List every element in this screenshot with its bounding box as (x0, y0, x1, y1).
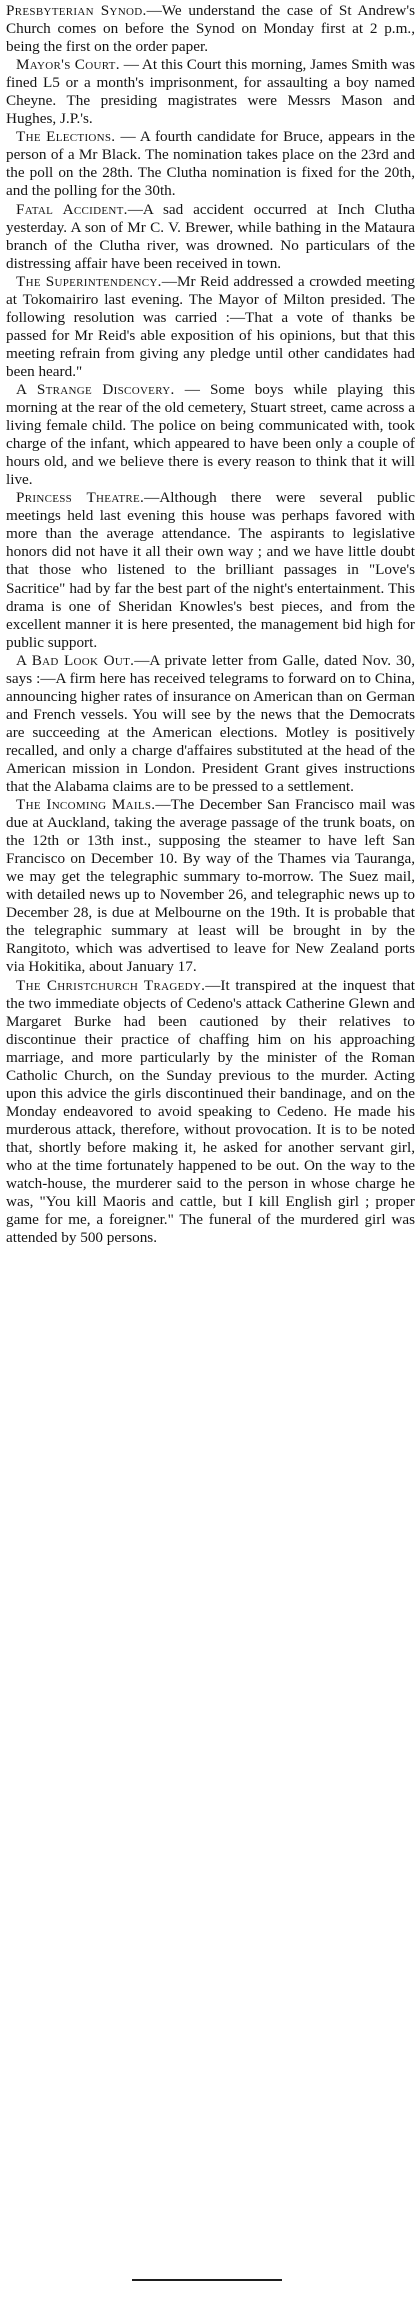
article-body: — Some boys while playing this morning at the rear of the old cemetery, Stuart street, came across a living female child. The police on being communicated with, took charge of the infant, which appeared to have been only a couple of hours old, and we believe there is every reason to think that it will live. (6, 380, 415, 489)
article-body: —A private letter from Galle, dated Nov. 30, says :—A firm here has received telegrams to forward on to China, announcing higher rates of insurance on American than on German and French vessels. You will see by the news that the Democrats are succeeding at the American elections. Motley is positively recalled, and only a charge d'affaires substituted at the head of the American mission in London. President Grant gives instructions that the Alabama claims are to be pressed to a settlement. (6, 651, 416, 796)
article-the-incoming-mails (6, 796, 415, 976)
article-body: —Mr Reid addressed a crowded meeting at Tokomairiro last evening. The Mayor of Milton presided. The following resolution was carried :—That a vote of thanks be passed for Mr Reid's able exposition of his opinions, but that this meeting refrain from giving any pledge until other candidates had been heard." (6, 272, 415, 380)
article-body: —It transpired at the inquest that the two immediate objects of Cedeno's attack Catherine Glewn and Margaret Burke had been cautioned by their relatives to discontinue their practice of chaffing him on his approaching marriage, and more particularly by the minister of the Roman Catholic Church, on the Sunday previous to the murder. Acting upon this advice the girls discontinued their bandinage, and on the Monday endeavored to avoid speaking to Cedeno. He made his murderous attack, therefore, without provocation. It is to be noted that, shortly before making it, he asked for another servant girl, who at the time fortunately happened to be out. On the way to the watch-house, the murderer said to the person in whose charge he was, "You kill Maoris and cattle, but I kill English girl ; proper game for me, a foreigner." The funeral of the murdered girl was attended by 500 persons. (6, 976, 415, 1247)
article-heading: Presbyterian Synod. (6, 2, 147, 19)
article-a-bad-look-out (6, 652, 415, 796)
article-heading: Mayor's Court. (16, 56, 120, 74)
article-a-strange-discovery (6, 381, 415, 489)
article-heading: The Superintendency. (16, 272, 162, 290)
article-heading: The Christchurch Tragedy. (16, 976, 206, 994)
article-body: — A fourth candidate for Bruce, appears in the person of a Mr Black. The nomination takes place on the 23rd and the poll on the 28th. The Clutha nomination is fixed for the 20th, and the polling for the 30th. (6, 128, 415, 200)
article-heading: The Incoming Mails. (16, 796, 156, 814)
article-the-superintendency (6, 273, 415, 381)
article-heading: The Elections. (16, 128, 116, 146)
article-heading: A Strange Discovery. (16, 380, 175, 398)
article-body: —The December San Francisco mail was due at Auckland, taking the average passage of the trunk boats, on the 12th or 13th inst., supposing the steamer to have left San Francisco on December 10. By way of the Thames via Tauranga, we may get the telegraphic summary to-morrow. The Suez mail, with detailed news up to November 26, and telegraphic news up to December 28, is due at Melbourne on the 19th. It is probable that the telegraphic summary at least will be brought in by the Rangitoto, which was advertised to leave for New Zealand ports via Hokitika, about January 17. (6, 796, 415, 976)
article-body: —We understand the case of St Andrew's Church comes on before the Synod on Monday first at 2 p.m., being the first on the order paper. (6, 2, 415, 56)
article-fatal-accident (6, 201, 415, 273)
article-heading: Princess Theatre. (16, 489, 145, 507)
column-end-rule (132, 2279, 282, 2281)
article-body: —Although there were several public meetings held last evening this house was perhaps favored with more than the average attendance. The aspirants to legislative honors did not have it all their own way ; and we have little doubt that those who listened to the brilliant passages in "Love's Sacritice" had by far the best part of the night's entertainment. This drama is one of Sheridan Knowles's best pieces, and from the excellent manner it is here presented, the management bid high for public support. (6, 489, 416, 651)
article-heading: Fatal Accident. (16, 200, 128, 218)
article-mayors-court (6, 56, 415, 128)
article-body: — At this Court this morning, James Smith was fined L5 or a month's imprisonment, for assaulting a boy named Cheyne. The presiding magistrates were Messrs Mason and Hughes, J.P.'s. (6, 56, 415, 128)
article-the-christchurch-tragedy (6, 977, 415, 1248)
article-the-elections (6, 128, 415, 200)
article-princess-theatre (6, 489, 415, 651)
article-heading: A Bad Look Out. (16, 651, 135, 669)
article-presbyterian-synod (6, 2, 415, 56)
article-body: —A sad accident occurred at Inch Clutha yesterday. A son of Mr C. V. Brewer, while bathing in the Mataura branch of the Clutha river, was drowned. No particulars of the distressing affair have been received in town. (6, 200, 416, 272)
